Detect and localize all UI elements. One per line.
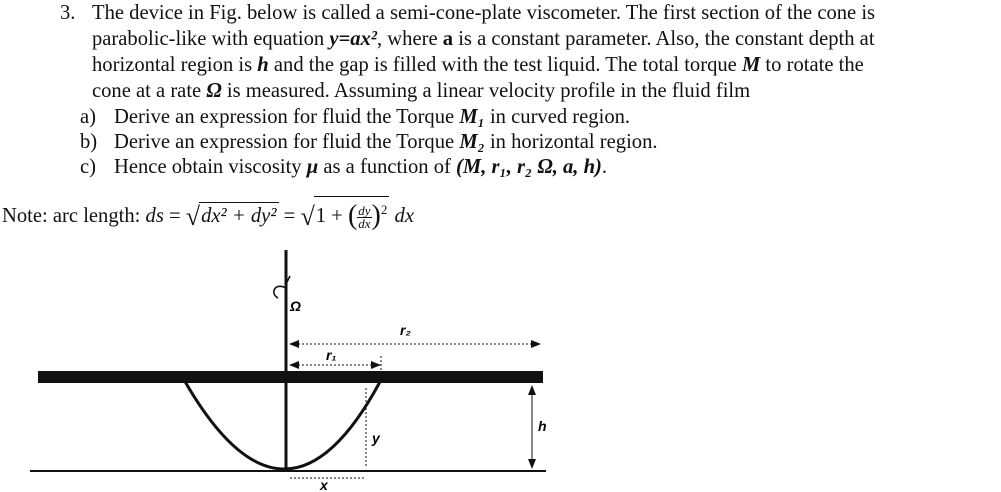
y-label: y	[372, 430, 380, 446]
parameter-a: a	[442, 28, 454, 50]
sqrt-dx-dy: dx² + dy²	[199, 202, 278, 229]
depth-h: h	[257, 54, 269, 76]
question-number: 3.	[60, 2, 76, 24]
torque-M: M	[741, 54, 761, 76]
question-line-1: The device in Fig. below is called a semi-cone-plate viscometer. The first section of the cone is	[92, 2, 876, 24]
omega-label: Ω	[290, 298, 301, 314]
rate-omega: Ω	[206, 80, 222, 102]
part-a: a) Derive an expression for fluid the Torque M₁ in curved region.	[80, 106, 631, 128]
derivative-fraction: $\frac{dy}{dx}$	[358, 202, 371, 231]
arc-length-note: Note: arc length: ds = √dx² + dy² = √1 + ( $\frac{dy}{dx}$ )$^2$ dx	[2, 196, 414, 230]
question-line-4: cone at a rate Ω is measured. Assuming a linear velocity profile in the fluid film	[92, 80, 751, 102]
part-c: c) Hence obtain viscosity μ as a function of (M, r₁, r₂ Ω, a, h).	[80, 156, 608, 178]
sqrt-derivative: 1 + ( $\frac{dy}{dx}$ )$^2$	[314, 196, 390, 230]
cone-plate	[38, 371, 543, 383]
question-line-2: parabolic-like with equation y=ax², where a is a constant parameter. Also, the constant depth at	[92, 28, 875, 50]
rotation-arrow-icon	[274, 276, 290, 298]
r1-label: r₁	[326, 347, 337, 363]
question-line-3: horizontal region is h and the gap is filled with the test liquid. The total torque M to rotate the	[92, 54, 864, 76]
parabolic-surface	[183, 378, 382, 469]
h-label: h	[538, 418, 547, 434]
parabola-equation: y=ax²	[329, 28, 377, 50]
r2-label: r₂	[400, 322, 411, 338]
x-label: x	[320, 477, 328, 492]
part-b: b) Derive an expression for fluid the Torque M₂ in horizontal region.	[80, 131, 658, 153]
